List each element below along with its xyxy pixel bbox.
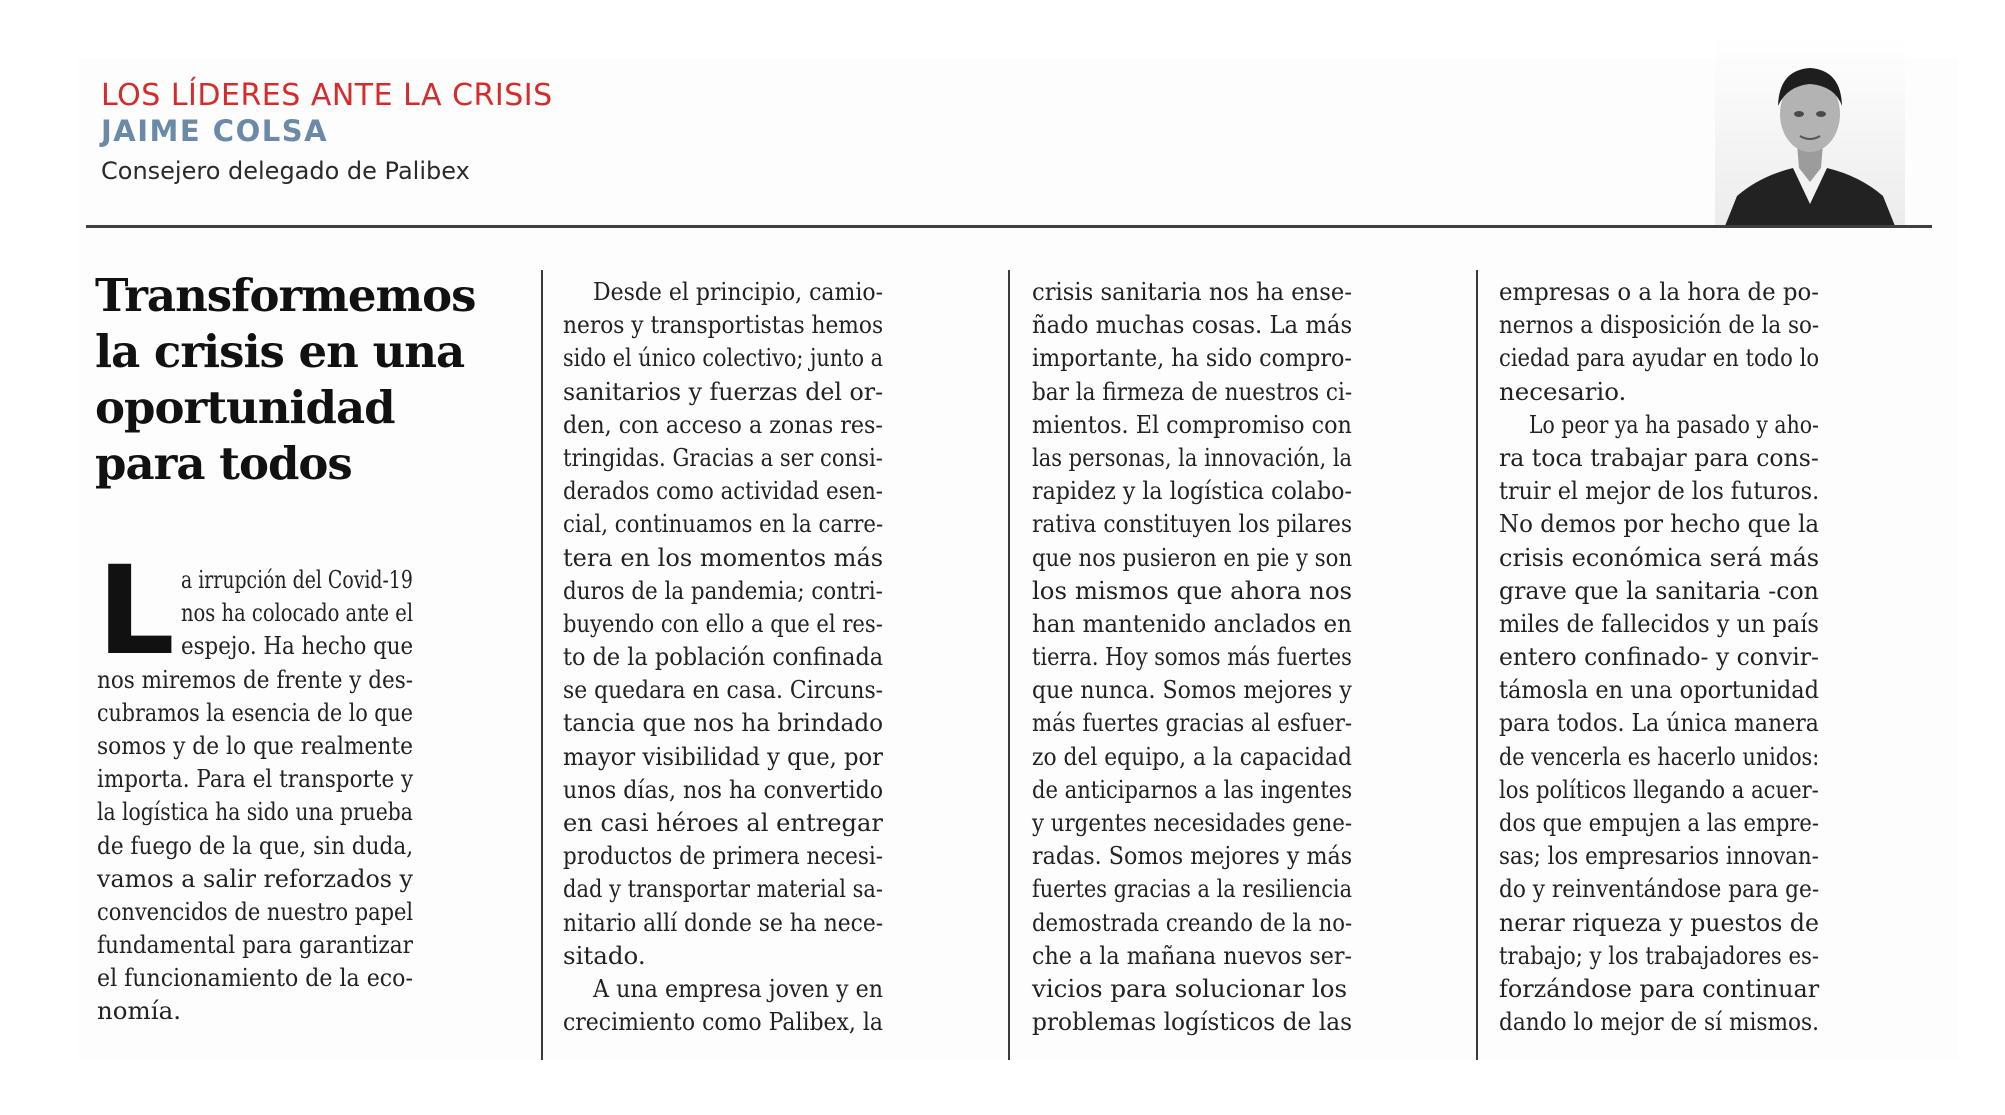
- text-line: [1032, 275, 1408, 308]
- text-line: [1032, 507, 1408, 540]
- text-line: [563, 806, 940, 839]
- text-line: [1499, 441, 1877, 474]
- author-portrait: [1715, 36, 1905, 226]
- text-line: [1499, 308, 1877, 341]
- text-line-content: cial, continuamos en la carre-: [563, 509, 884, 539]
- text-line: [1032, 375, 1408, 408]
- article-column-3: [1032, 275, 1408, 1038]
- text-line-content: grave que la sanitaria -con: [1499, 575, 1819, 605]
- text-line: [1499, 341, 1877, 374]
- text-line-content: las personas, la innovación, la: [1032, 442, 1353, 472]
- text-line: [97, 895, 482, 928]
- text-line-content: importante, ha sido compro-: [1032, 343, 1352, 373]
- text-line-content: forzándose para continuar: [1499, 973, 1820, 1003]
- text-line: [1032, 1005, 1408, 1038]
- text-line-content: nerar riqueza y puestos de: [1499, 907, 1819, 937]
- text-line: [1032, 972, 1408, 1005]
- text-line-content: bar la firmeza de nuestros ci-: [1032, 376, 1353, 406]
- text-line: [97, 629, 482, 662]
- text-line: [97, 829, 482, 862]
- text-line-content: espejo. Ha hecho que: [181, 631, 414, 661]
- text-line-content: de vencerla es hacerlo unidos:: [1499, 741, 1820, 771]
- text-line-content: de fuego de la que, sin duda,: [97, 830, 414, 860]
- text-line-content: buyendo con ello a que el res-: [563, 608, 883, 638]
- text-line: [563, 507, 940, 540]
- text-line-content: No demos por hecho que la: [1499, 509, 1820, 539]
- text-line-content: vamos a salir reforzados y: [97, 863, 413, 893]
- text-line: [97, 729, 482, 762]
- text-line: [563, 773, 940, 806]
- text-line-content: problemas logísticos de las: [1032, 1007, 1353, 1037]
- text-line: [1499, 939, 1877, 972]
- text-line-content: nomía.: [97, 996, 181, 1026]
- text-line: [1032, 706, 1408, 739]
- text-line-content: productos de primera necesi-: [563, 841, 884, 871]
- text-line: [1032, 607, 1408, 640]
- text-line-content: que nunca. Somos mejores y: [1032, 675, 1352, 705]
- article-headline: [95, 268, 515, 492]
- text-line-content: den, con acceso a zonas res-: [563, 409, 883, 439]
- text-line-content: crecimiento como Palibex, la: [563, 1007, 883, 1037]
- text-line: [1499, 607, 1877, 640]
- text-line-content: para todos. La única manera: [1499, 708, 1819, 738]
- text-line-content: somos y de lo que realmente: [97, 730, 414, 760]
- text-line: [563, 740, 940, 773]
- text-line: [563, 441, 940, 474]
- text-line: [1499, 740, 1877, 773]
- text-line: [97, 928, 482, 961]
- text-line: [1032, 640, 1408, 673]
- article-column-4: [1499, 275, 1877, 1038]
- text-line-content: cubramos la esencia de lo que: [97, 697, 413, 727]
- text-line-content: dad y transportar material sa-: [563, 874, 884, 904]
- text-line-content: nos ha colocado ante el: [181, 598, 414, 628]
- text-line-content: ñado muchas cosas. La más: [1032, 310, 1353, 340]
- section-kicker: LOS LÍDERES ANTE LA CRISIS: [101, 78, 553, 113]
- text-line-content: a irrupción del Covid-19: [181, 565, 413, 594]
- column-divider: [1476, 270, 1478, 1060]
- text-line: [1032, 939, 1408, 972]
- text-line-content: ciedad para ayudar en todo lo: [1499, 343, 1820, 373]
- text-line: [97, 663, 482, 696]
- text-line-content: importa. Para el transporte y: [97, 764, 414, 794]
- text-line-content: tierra. Hoy somos más fuertes: [1032, 642, 1352, 672]
- text-line-content: tancia que nos ha brindado: [563, 708, 884, 738]
- text-line: [1499, 1005, 1877, 1038]
- text-line: [1499, 839, 1877, 872]
- text-line: [1032, 839, 1408, 872]
- text-line-content: sido el único colectivo; junto a: [563, 343, 884, 373]
- text-line-content: dos que empujen a las empre-: [1499, 808, 1819, 837]
- text-line: [563, 408, 940, 441]
- text-line-content: támosla en una oportunidad: [1499, 675, 1820, 705]
- text-line: [1032, 673, 1408, 706]
- text-line-content: zo del equipo, a la capacidad: [1032, 741, 1352, 771]
- text-line-content: demostrada creando de la no-: [1032, 907, 1353, 937]
- text-line: [1032, 574, 1408, 607]
- author-name: JAIME COLSA: [101, 114, 329, 148]
- article-column-2: [563, 275, 940, 1038]
- text-line-content: vicios para solucionar los: [1032, 973, 1348, 1003]
- text-line: [97, 795, 482, 828]
- text-line: [563, 906, 940, 939]
- text-line-content: fuertes gracias a la resiliencia: [1032, 874, 1353, 904]
- text-line: [563, 574, 940, 607]
- text-line-content: neros y transportistas hemos: [563, 310, 884, 340]
- text-line: [97, 994, 482, 1027]
- text-line: [563, 673, 940, 706]
- text-line: [1499, 474, 1877, 507]
- text-line: [1499, 375, 1877, 408]
- text-line-content: mayor visibilidad y que, por: [563, 741, 883, 771]
- text-line-content: han mantenido anclados en: [1032, 608, 1352, 638]
- text-line-content: to de la población confinada: [563, 642, 884, 672]
- text-line: [1499, 408, 1877, 441]
- text-line: [563, 275, 940, 308]
- headline-line: oportunidad: [95, 381, 395, 434]
- text-line-content: A una empresa joven y en: [593, 973, 884, 1003]
- text-line-content: nitario allí donde se ha nece-: [563, 907, 884, 937]
- text-line-content: de anticiparnos a las ingentes: [1032, 774, 1353, 804]
- headline-line: la crisis en una: [95, 325, 465, 378]
- text-line-content: tringidas. Gracias a ser consi-: [563, 442, 883, 472]
- text-line: [1032, 408, 1408, 441]
- text-line-content: truir el mejor de los futuros.: [1499, 476, 1820, 506]
- text-line: [1499, 773, 1877, 806]
- text-line-content: nos miremos de frente y des-: [97, 664, 414, 694]
- text-line-content: rapidez y la logística colabo-: [1032, 476, 1352, 506]
- text-line: [1032, 308, 1408, 341]
- text-line-content: fundamental para garantizar: [97, 930, 413, 960]
- text-line-content: necesario.: [1499, 376, 1627, 406]
- text-line: [1499, 574, 1877, 607]
- text-line: [97, 762, 482, 795]
- text-line: [563, 706, 940, 739]
- text-line: [563, 640, 940, 673]
- text-line-content: se quedara en casa. Circuns-: [563, 675, 884, 705]
- text-line: [563, 474, 940, 507]
- text-line: [1499, 275, 1877, 308]
- text-line-content: empresas o a la hora de po-: [1499, 277, 1819, 306]
- text-line-content: Desde el principio, camio-: [593, 277, 883, 306]
- text-line-content: nernos a disposición de la so-: [1499, 310, 1820, 340]
- text-line: [1499, 972, 1877, 1005]
- text-line: [1032, 341, 1408, 374]
- text-line-content: convencidos de nuestro papel: [97, 896, 414, 926]
- text-line: [563, 375, 940, 408]
- text-line-content: más fuertes gracias al esfuer-: [1032, 708, 1353, 738]
- text-line-content: sitado.: [563, 940, 646, 970]
- text-line: [563, 341, 940, 374]
- text-line: [1499, 906, 1877, 939]
- text-line: [97, 961, 482, 994]
- column-divider: [541, 270, 543, 1060]
- text-line: [1499, 806, 1877, 839]
- text-line-content: entero confinado- y convir-: [1499, 642, 1819, 672]
- text-line: [1499, 872, 1877, 905]
- text-line: [1032, 441, 1408, 474]
- text-line: [1499, 541, 1877, 574]
- text-line-content: que nos pusieron en pie y son: [1032, 542, 1353, 572]
- text-line-content: unos días, nos ha convertido: [563, 774, 884, 804]
- text-line: [1499, 640, 1877, 673]
- text-line: [563, 308, 940, 341]
- text-line: [97, 596, 482, 629]
- text-line-content: ra toca trabajar para cons-: [1499, 442, 1819, 472]
- text-line: [1032, 740, 1408, 773]
- text-line-content: radas. Somos mejores y más: [1032, 841, 1353, 871]
- text-line: [1499, 706, 1877, 739]
- text-line: [1032, 806, 1408, 839]
- drop-cap-letter: L: [97, 540, 175, 682]
- text-line-content: crisis sanitaria nos ha ense-: [1032, 277, 1352, 306]
- text-line-content: duros de la pandemia; contri-: [563, 575, 883, 605]
- text-line-content: crisis económica será más: [1499, 542, 1820, 572]
- text-line-content: Lo peor ya ha pasado y aho-: [1529, 409, 1819, 439]
- text-line-content: dando lo mejor de sí mismos.: [1499, 1007, 1820, 1037]
- article-column-1: [97, 540, 482, 1028]
- text-line: [1032, 872, 1408, 905]
- text-line-content: mientos. El compromiso con: [1032, 409, 1352, 439]
- text-line: [563, 972, 940, 1005]
- text-line-content: do y reinventándose para ge-: [1499, 874, 1820, 904]
- text-line: [563, 541, 940, 574]
- text-line-content: derados como actividad esen-: [563, 476, 883, 506]
- text-line: [563, 839, 940, 872]
- headline-line: Transformemos: [95, 269, 476, 322]
- text-line-content: y urgentes necesidades gene-: [1032, 808, 1353, 837]
- text-line-content: rativa constituyen los pilares: [1032, 509, 1353, 539]
- text-line-content: che a la mañana nuevos ser-: [1032, 940, 1353, 970]
- author-role: Consejero delegado de Palibex: [101, 157, 470, 185]
- text-line: [97, 563, 482, 596]
- text-line-content: el funcionamiento de la eco-: [97, 963, 413, 993]
- text-line: [1499, 507, 1877, 540]
- text-line-content: la logística ha sido una prueba: [97, 797, 413, 827]
- text-line: [1032, 906, 1408, 939]
- text-line: [563, 607, 940, 640]
- text-line-content: los mismos que ahora nos: [1032, 575, 1353, 605]
- text-line-content: miles de fallecidos y un país: [1499, 608, 1819, 638]
- text-line: [1032, 541, 1408, 574]
- column-divider: [1008, 270, 1010, 1060]
- text-line-content: trabajo; y los trabajadores es-: [1499, 940, 1820, 970]
- header-divider: [86, 225, 1932, 228]
- text-line: [1032, 474, 1408, 507]
- text-line-content: sanitarios y fuerzas del or-: [563, 376, 884, 406]
- text-line: [97, 696, 482, 729]
- text-line-content: los políticos llegando a acuer-: [1499, 774, 1819, 804]
- text-line: [563, 1005, 940, 1038]
- text-line: [1499, 673, 1877, 706]
- headline-line: para todos: [95, 437, 352, 490]
- text-line: [1032, 773, 1408, 806]
- text-line: [97, 862, 482, 895]
- text-line: [563, 872, 940, 905]
- text-line-content: tera en los momentos más: [563, 542, 884, 572]
- text-line-content: sas; los empresarios innovan-: [1499, 841, 1819, 871]
- text-line-content: en casi héroes al entregar: [563, 808, 883, 837]
- text-line: [563, 939, 940, 972]
